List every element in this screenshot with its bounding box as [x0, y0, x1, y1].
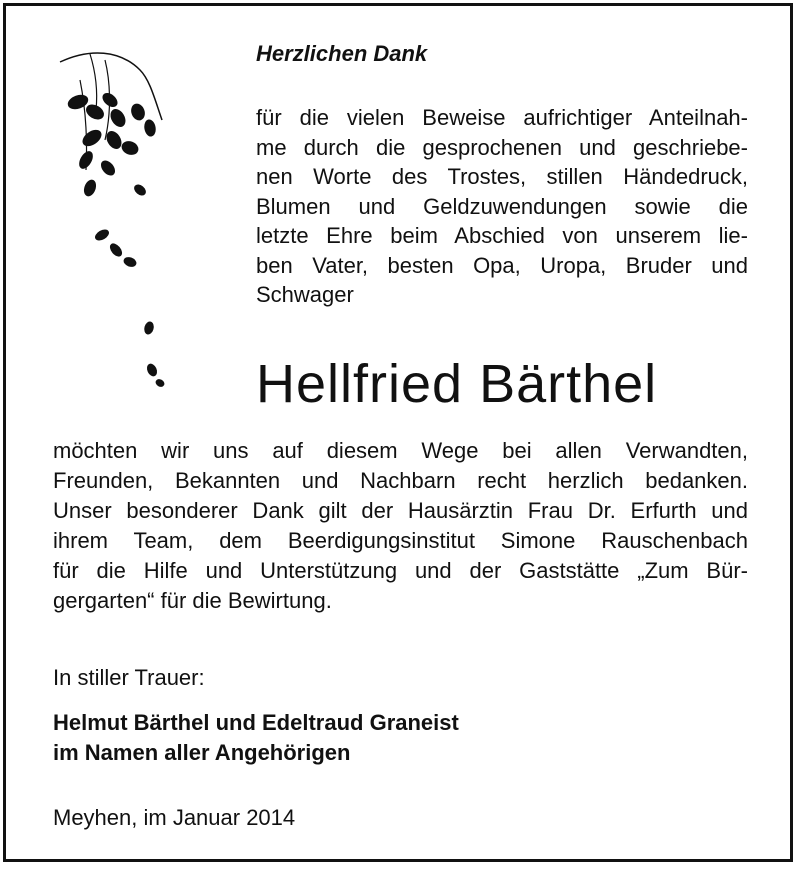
signatory-line: im Namen aller Angehörigen: [53, 740, 351, 765]
intro-line: nen Worte des Trostes, stillen Händedruck,: [256, 164, 748, 189]
thanks-line: Unser besonderer Dank gilt der Hausärztin Frau Dr. Erfurth und: [53, 498, 748, 523]
intro-line: letzte Ehre beim Abschied von unserem lie-: [256, 223, 748, 248]
falling-birch-leaves-icon: [50, 40, 200, 400]
thanks-paragraph: [53, 436, 748, 616]
notice-heading: Herzlichen Dank: [256, 41, 428, 66]
intro-paragraph: [256, 103, 748, 310]
intro-line: für die vielen Beweise aufrichtiger Anteilnah-: [256, 105, 748, 130]
thanks-line: ihrem Team, dem Beerdigungsinstitut Simone Rauschenbach: [53, 528, 748, 553]
signatory-line: Helmut Bärthel und Edeltraud Graneist: [53, 710, 459, 735]
place-date: Meyhen, im Januar 2014: [53, 805, 296, 830]
intro-line: me durch die gesprochenen und geschriebe-: [256, 134, 748, 160]
thanks-line: möchten wir uns auf diesem Wege bei allen Verwandten,: [53, 438, 748, 463]
intro-line: ben Vater, besten Opa, Uropa, Bruder und: [256, 252, 748, 278]
thanks-line: Freunden, Bekannten und Nachbarn recht herzlich bedanken.: [53, 468, 748, 493]
intro-line: Blumen und Geldzuwendungen sowie die: [256, 193, 748, 219]
mourning-line: In stiller Trauer:: [53, 665, 205, 690]
signatories: [53, 708, 459, 768]
intro-line: Schwager: [256, 282, 354, 307]
thanks-line: gergarten“ für die Bewirtung.: [53, 588, 332, 613]
deceased-name: Hellfried Bärthel: [256, 354, 658, 414]
thanks-line: für die Hilfe und Unterstützung und der Gaststätte „Zum Bür-: [53, 558, 748, 583]
